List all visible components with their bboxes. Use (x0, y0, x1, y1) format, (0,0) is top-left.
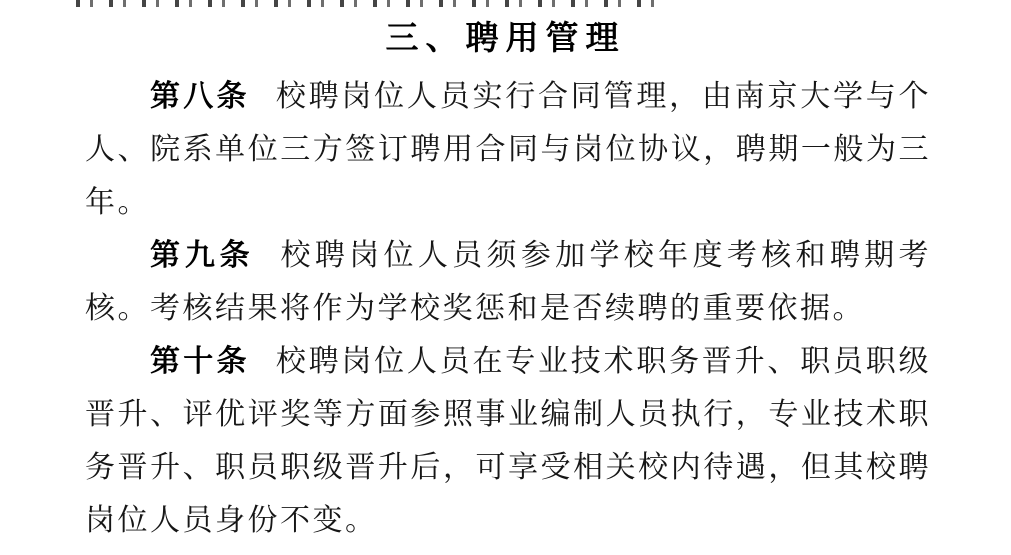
article-8-first-line-text: 校聘岗位人员实行合同管理，由南京大学与个 (275, 80, 931, 113)
article-10-first-line-text: 校聘岗位人员在专业技术职务晋升、职员职级 (275, 345, 931, 378)
article-8-line-2: 人、院系单位三方签订聘用合同与岗位协议，聘期一般为三 (85, 133, 931, 166)
article-8-label: 第八条 (150, 80, 250, 113)
section-heading: 三、聘用管理 (385, 19, 626, 56)
article-10-line-3: 务晋升、职员职级晋升后，可享受相关校内待遇，但其校聘 (85, 451, 931, 484)
article-9-line-2: 核。考核结果将作为学校奖惩和是否续聘的重要依据。 (85, 292, 865, 325)
article-8-line-1 (85, 70, 931, 123)
article-10-line-1 (85, 335, 931, 388)
article-10-label: 第十条 (150, 345, 250, 378)
clipped-text-remnant (76, 0, 668, 7)
article-8-line-3: 年。 (85, 186, 150, 219)
article-9-line-1 (85, 229, 931, 282)
article-9-label: 第九条 (150, 239, 255, 272)
article-10-line-4: 岗位人员身份不变。 (85, 504, 378, 537)
article-10-line-2: 晋升、评优评奖等方面参照事业编制人员执行，专业技术职 (85, 398, 931, 431)
document-body (85, 70, 931, 547)
article-9-first-line-text: 校聘岗位人员须参加学校年度考核和聘期考 (280, 239, 931, 272)
